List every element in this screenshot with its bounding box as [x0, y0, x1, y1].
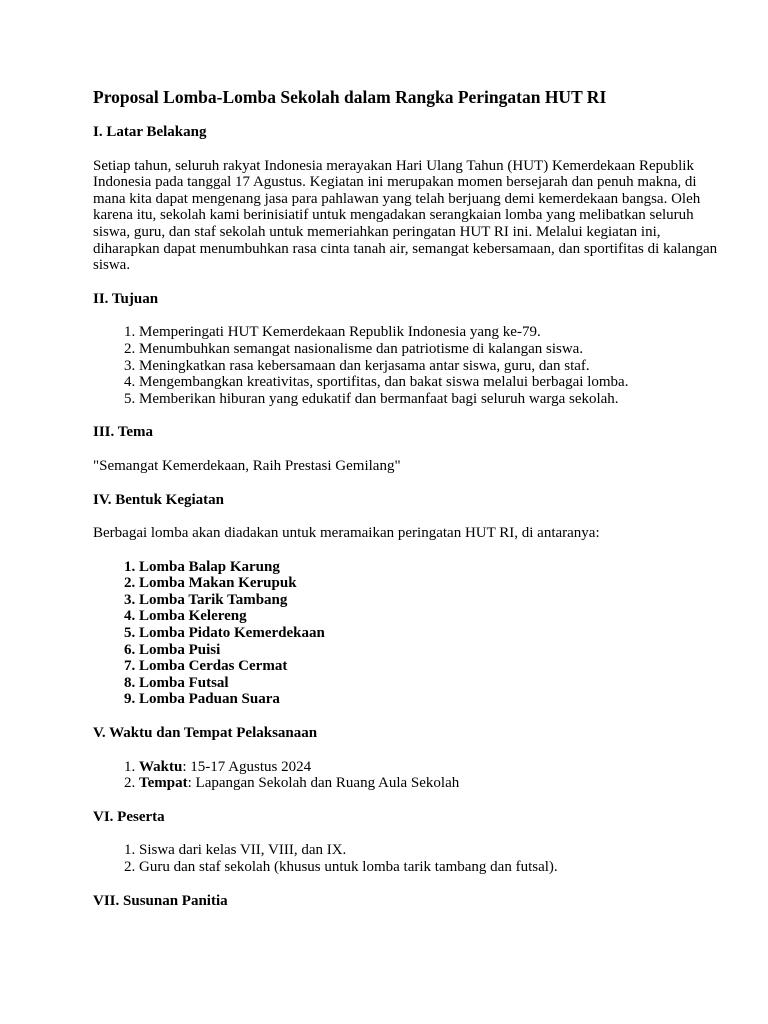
list-item: [139, 775, 723, 792]
latar-belakang-paragraph: Setiap tahun, seluruh rakyat Indonesia merayakan Hari Ulang Tahun (HUT) Kemerdekaan Republik Indonesia pada tanggal 17 Agustus. Kegiatan ini merupakan momen bersejarah dan penuh makna, di mana kita dapat mengenang jasa para pahlawan yang telah berjuang demi kemerdekaan bangsa. Oleh karena itu, sekolah kami berinisiatif untuk mengadakan serangkaian lomba yang melibatkan seluruh siswa, guru, dan staf sekolah untuk memeriahkan peringatan HUT RI ini. Melalui kegiatan ini, diharapkan dapat menumbuhkan rasa cinta tanah air, semangat kebersamaan, dan sportifitas di kalangan siswa.: [93, 157, 718, 274]
document-title: Proposal Lomba-Lomba Sekolah dalam Rangka Peringatan HUT RI: [93, 87, 607, 107]
document-page: [93, 87, 723, 926]
lomba-list: [93, 559, 723, 708]
list-item: 2. Menumbuhkan semangat nasionalisme dan patriotisme di kalangan siswa.: [139, 341, 723, 358]
list-item: 9. Lomba Paduan Suara: [139, 691, 723, 708]
list-item: 6. Lomba Puisi: [139, 642, 723, 659]
tempat-value: : Lapangan Sekolah dan Ruang Aula Sekolah: [187, 775, 460, 792]
section-heading-peserta: VI. Peserta: [93, 808, 165, 825]
waktu-label: Waktu: [139, 758, 183, 775]
section-heading-latar-belakang: I. Latar Belakang: [93, 124, 207, 140]
tujuan-list: [93, 324, 723, 407]
list-item: 5. Memberikan hiburan yang edukatif dan bermanfaat bagi seluruh warga sekolah.: [139, 391, 723, 408]
list-item: 4. Lomba Kelereng: [139, 608, 723, 625]
waktu-value: : 15-17 Agustus 2024: [182, 758, 312, 775]
section-heading-tujuan: II. Tujuan: [93, 290, 159, 307]
waktu-tempat-list: [93, 759, 723, 792]
list-item: 5. Lomba Pidato Kemerdekaan: [139, 625, 723, 642]
section-heading-waktu-tempat: V. Waktu dan Tempat Pelaksanaan: [93, 725, 318, 742]
list-item: 1. Lomba Balap Karung: [139, 559, 723, 576]
list-item: 4. Mengembangkan kreativitas, sportifitas, dan bakat siswa melalui berbagai lomba.: [139, 374, 723, 391]
list-item: 3. Meningkatkan rasa kebersamaan dan kerjasama antar siswa, guru, dan staf.: [139, 358, 723, 375]
tema-text: "Semangat Kemerdekaan, Raih Prestasi Gemilang": [93, 457, 401, 474]
list-item: [139, 759, 723, 776]
list-item: 1. Memperingati HUT Kemerdekaan Republik Indonesia yang ke-79.: [139, 324, 723, 341]
section-heading-bentuk-kegiatan: IV. Bentuk Kegiatan: [93, 491, 225, 508]
section-heading-susunan-panitia: VII. Susunan Panitia: [93, 892, 228, 909]
bentuk-kegiatan-intro: Berbagai lomba akan diadakan untuk meramaikan peringatan HUT RI, di antaranya:: [93, 525, 600, 542]
section-heading-tema: III. Tema: [93, 424, 154, 441]
list-item: 2. Guru dan staf sekolah (khusus untuk lomba tarik tambang dan futsal).: [139, 859, 723, 876]
peserta-list: [93, 842, 723, 875]
list-item: 2. Lomba Makan Kerupuk: [139, 575, 723, 592]
list-item: 1. Siswa dari kelas VII, VIII, dan IX.: [139, 842, 723, 859]
list-item: 7. Lomba Cerdas Cermat: [139, 658, 723, 675]
list-item: 8. Lomba Futsal: [139, 675, 723, 692]
tempat-label: Tempat: [139, 775, 188, 792]
list-item: 3. Lomba Tarik Tambang: [139, 592, 723, 609]
